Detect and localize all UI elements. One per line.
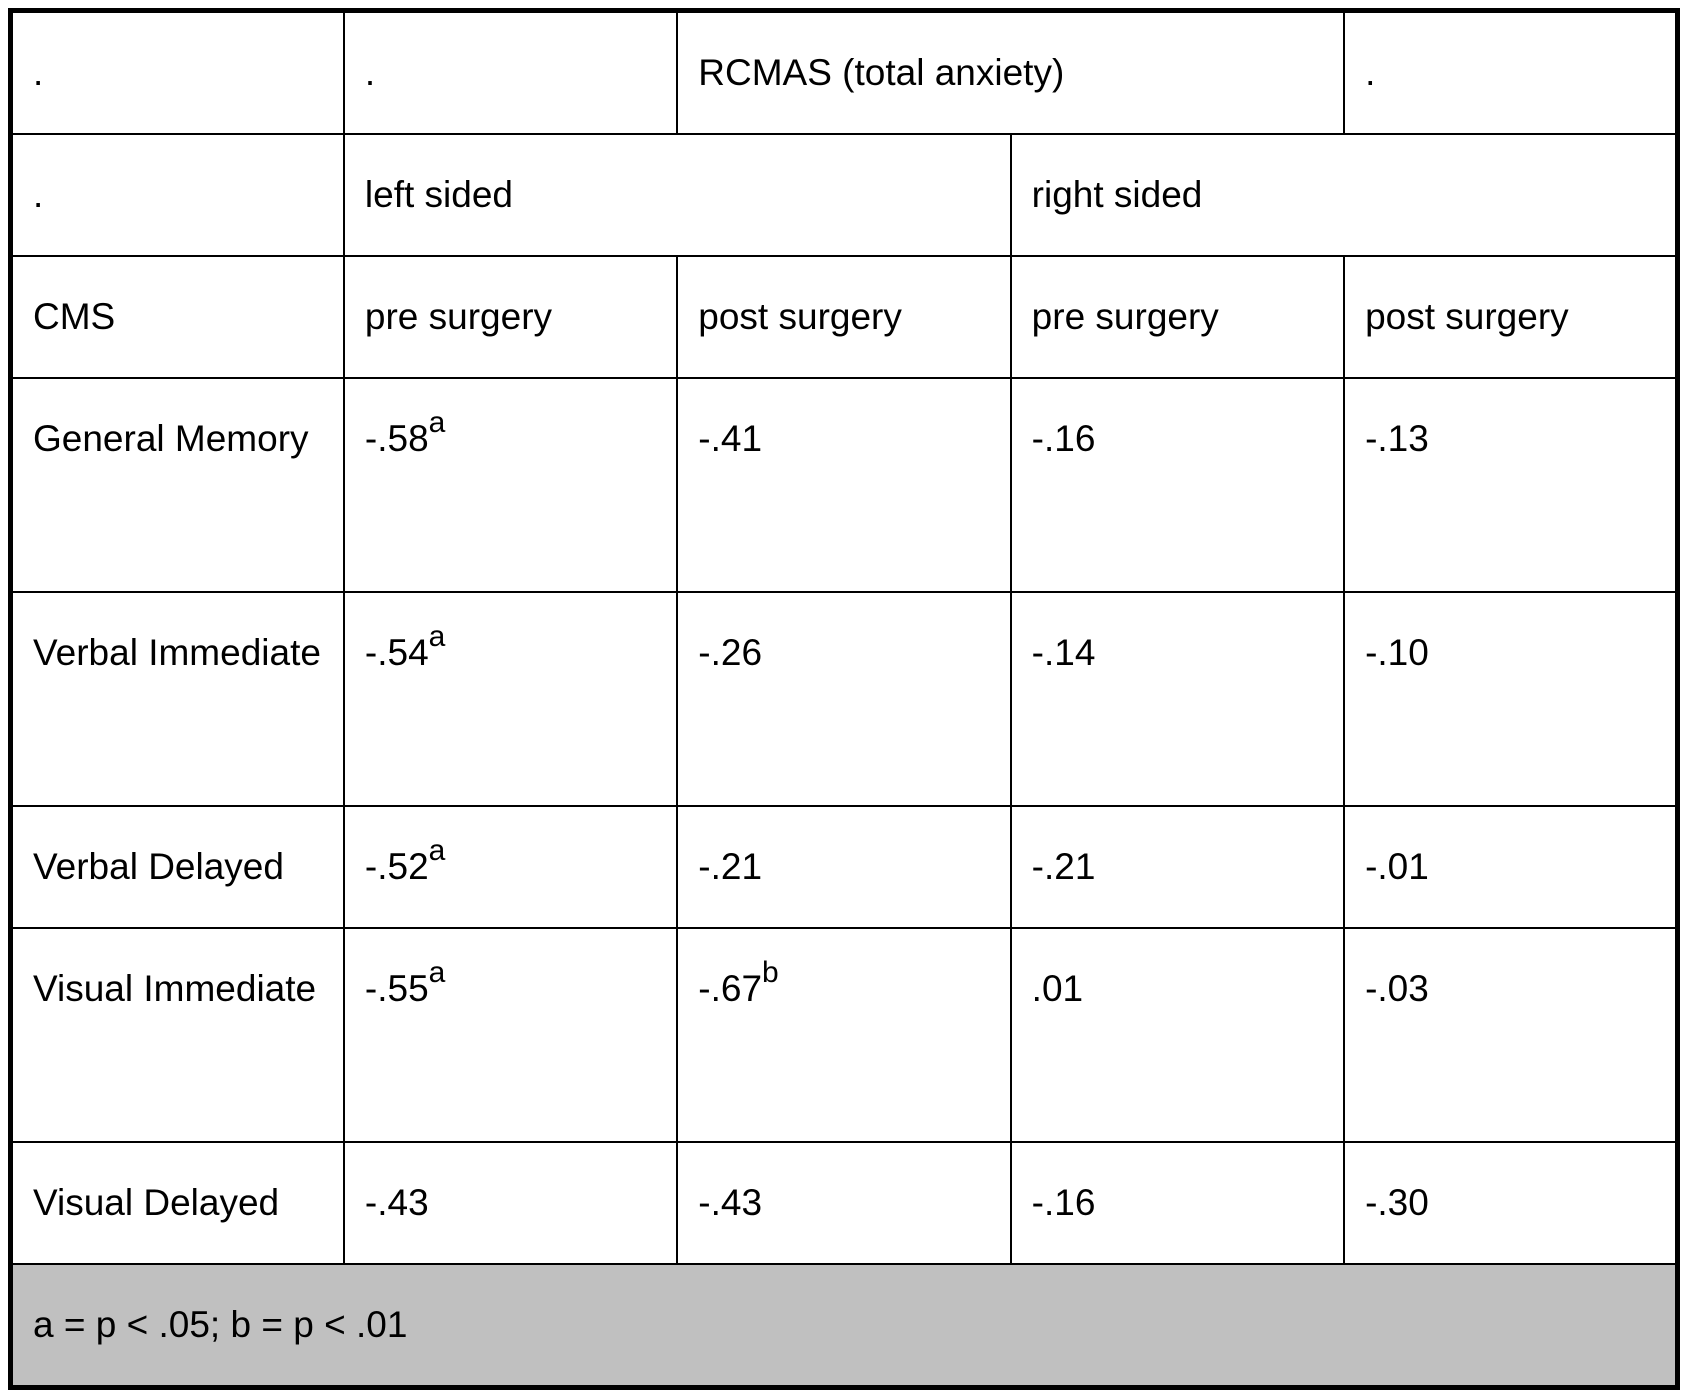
table-cell	[1011, 378, 1344, 592]
header-row-3	[11, 256, 1678, 378]
column-header: pre surgery	[1011, 256, 1344, 378]
column-header: post surgery	[677, 256, 1010, 378]
table-row	[11, 1142, 1678, 1264]
significance-marker: a	[428, 405, 446, 439]
significance-marker: a	[428, 833, 446, 867]
table-cell	[1011, 592, 1344, 806]
cell-value: -.16	[1031, 1182, 1096, 1223]
significance-marker: b	[762, 955, 779, 989]
table-cell	[677, 378, 1010, 592]
table-cell	[1344, 928, 1677, 1142]
header-row-2	[11, 134, 1678, 256]
row-label: Visual Delayed	[11, 1142, 344, 1264]
table-cell	[1344, 1142, 1677, 1264]
cell-value: .01	[1031, 968, 1084, 1009]
cell-value: -.43	[698, 1182, 763, 1223]
group-header-right-sided: right sided	[1011, 134, 1678, 256]
row-label: Verbal Immediate	[11, 592, 344, 806]
table-cell	[1011, 1142, 1344, 1264]
cell-value: -.03	[1365, 968, 1429, 1009]
header-cell-empty: .	[1344, 11, 1677, 135]
table-cell	[344, 592, 677, 806]
table-cell	[677, 1142, 1010, 1264]
cell-value: -.55	[364, 968, 429, 1009]
row-label: Visual Immediate	[11, 928, 344, 1142]
cell-value: -.26	[698, 632, 763, 673]
header-cell-empty: .	[344, 11, 677, 135]
cell-value: -.30	[1365, 1182, 1429, 1223]
group-header-left-sided: left sided	[344, 134, 1011, 256]
row-label: General Memory	[11, 378, 344, 592]
table-main-header: RCMAS (total anxiety)	[677, 11, 1344, 135]
cell-value: -.52	[364, 846, 429, 887]
table-row	[11, 928, 1678, 1142]
table-cell	[344, 1142, 677, 1264]
cell-value: -.21	[1031, 846, 1096, 887]
table-row	[11, 592, 1678, 806]
cell-value: -.67	[698, 968, 763, 1009]
table-cell	[677, 592, 1010, 806]
cell-value: -.43	[364, 1182, 429, 1223]
table-cell	[677, 806, 1010, 928]
table-cell	[344, 806, 677, 928]
table-row	[11, 806, 1678, 928]
cell-value: -.01	[1365, 846, 1429, 887]
table-note: a = p < .05; b = p < .01	[11, 1264, 1678, 1388]
cell-value: -.58	[364, 418, 429, 459]
cell-value: -.16	[1031, 418, 1096, 459]
correlation-table	[8, 8, 1680, 1390]
header-cell-empty: .	[11, 11, 344, 135]
header-row-1	[11, 11, 1678, 135]
table-cell	[1011, 806, 1344, 928]
cell-value: -.21	[698, 846, 763, 887]
table-cell	[1344, 806, 1677, 928]
table-body	[11, 378, 1678, 1264]
cell-value: -.14	[1031, 632, 1096, 673]
significance-marker: a	[428, 619, 446, 653]
table-row	[11, 378, 1678, 592]
column-header: pre surgery	[344, 256, 677, 378]
cell-value: -.41	[698, 418, 763, 459]
table-cell	[1344, 378, 1677, 592]
row-header-label: CMS	[11, 256, 344, 378]
cell-value: -.13	[1365, 418, 1429, 459]
table-cell	[1344, 592, 1677, 806]
header-cell-empty: .	[11, 134, 344, 256]
table-note-row	[11, 1264, 1678, 1388]
row-label: Verbal Delayed	[11, 806, 344, 928]
table-cell	[344, 378, 677, 592]
column-header: post surgery	[1344, 256, 1677, 378]
cell-value: -.54	[364, 632, 429, 673]
significance-marker: a	[428, 955, 446, 989]
table-cell	[1011, 928, 1344, 1142]
table-cell	[677, 928, 1010, 1142]
cell-value: -.10	[1365, 632, 1429, 673]
table-cell	[344, 928, 677, 1142]
